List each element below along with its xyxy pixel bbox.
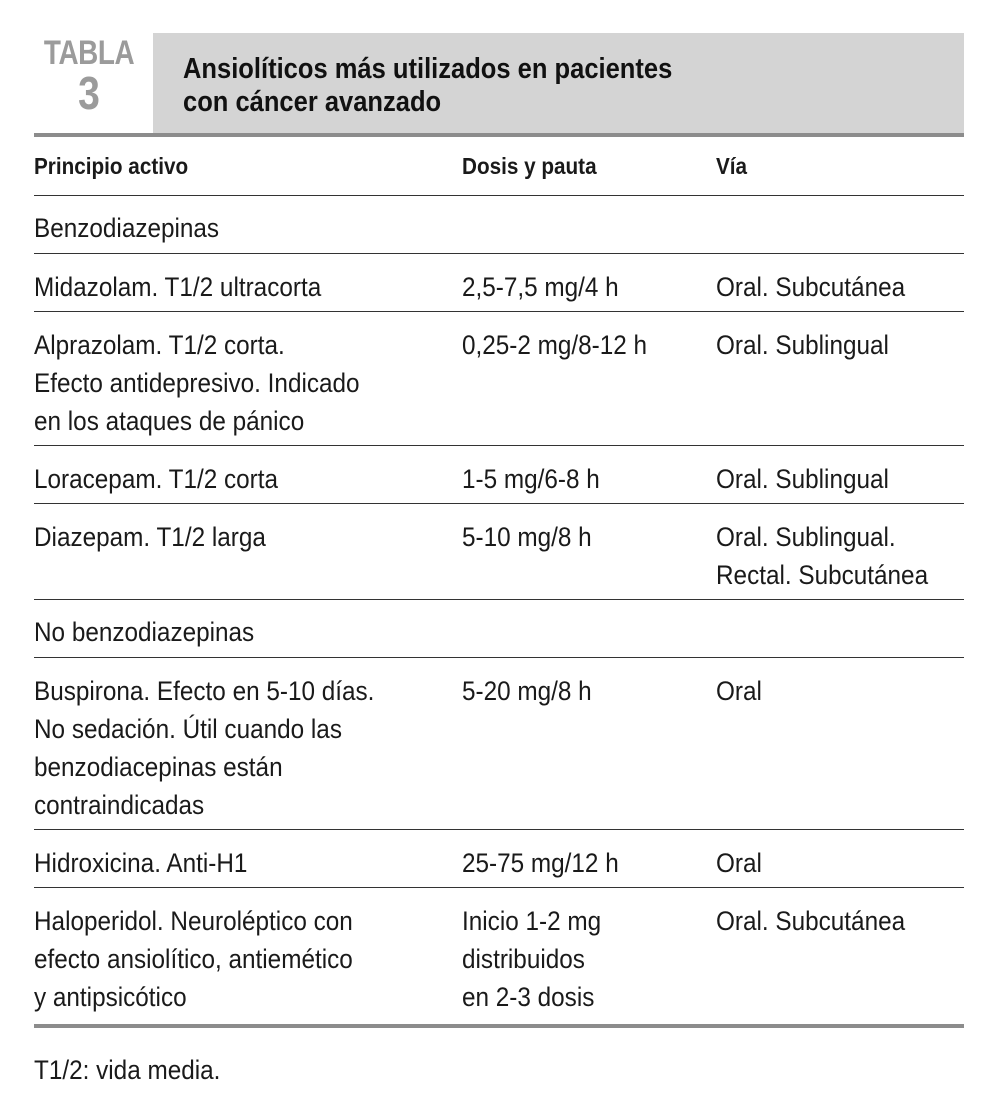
cell-via: Oral. Sublingual xyxy=(716,446,964,504)
cell-via xyxy=(716,196,964,254)
title-box xyxy=(153,33,964,133)
cell-dosis xyxy=(462,196,716,254)
cell-dosis: 0,25-2 mg/8-12 h xyxy=(462,312,716,446)
table-header xyxy=(34,33,964,137)
table-footnote: T1/2: vida media. xyxy=(34,1055,221,1085)
cell-principio: Midazolam. T1/2 ultracorta xyxy=(34,254,462,312)
cell-principio: Alprazolam. T1/2 corta. Efecto antidepresivo. Indicado en los ataques de pánico xyxy=(34,312,462,446)
cell-principio: Buspirona. Efecto en 5-10 días. No sedación. Útil cuando las benzodiacepinas están contraindicadas xyxy=(34,658,462,830)
table-row xyxy=(34,254,964,312)
column-header-principio: Principio activo xyxy=(34,137,462,196)
cell-dosis xyxy=(462,600,716,658)
cell-via: Oral. Subcutánea xyxy=(716,888,964,1027)
column-header-dosis: Dosis y pauta xyxy=(462,137,716,196)
cell-via: Oral. Sublingual. Rectal. Subcutánea xyxy=(716,504,964,600)
table-title-line-1: Ansiolíticos más utilizados en pacientes xyxy=(183,53,673,85)
cell-dosis: 2,5-7,5 mg/4 h xyxy=(462,254,716,312)
cell-principio: Benzodiazepinas xyxy=(34,196,462,254)
cell-via xyxy=(716,600,964,658)
table-label-number: 3 xyxy=(78,67,100,119)
cell-dosis: 5-10 mg/8 h xyxy=(462,504,716,600)
cell-via: Oral. Subcutánea xyxy=(716,254,964,312)
cell-dosis: 1-5 mg/6-8 h xyxy=(462,446,716,504)
cell-via: Oral xyxy=(716,658,964,830)
cell-principio: No benzodiazepinas xyxy=(34,600,462,658)
cell-dosis: Inicio 1-2 mg distribuidos en 2-3 dosis xyxy=(462,888,716,1027)
table-row-group-benzodiazepinas xyxy=(34,196,964,254)
table-row xyxy=(34,830,964,888)
table-row-group-no-benzodiazepinas xyxy=(34,600,964,658)
table-document xyxy=(34,33,964,1086)
cell-via: Oral. Sublingual xyxy=(716,312,964,446)
cell-principio: Loracepam. T1/2 corta xyxy=(34,446,462,504)
table-row xyxy=(34,888,964,1027)
header-rule xyxy=(34,133,964,137)
anxiolytics-table xyxy=(34,137,964,1028)
cell-dosis: 5-20 mg/8 h xyxy=(462,658,716,830)
table-title-line-2: con cáncer avanzado xyxy=(183,86,442,118)
column-header-via: Vía xyxy=(716,137,964,196)
cell-principio: Haloperidol. Neuroléptico con efecto ansiolítico, antiemético y antipsicótico xyxy=(34,888,462,1027)
table-row xyxy=(34,504,964,600)
table-label xyxy=(34,33,144,133)
cell-via: Oral xyxy=(716,830,964,888)
cell-principio: Hidroxicina. Anti-H1 xyxy=(34,830,462,888)
cell-dosis: 25-75 mg/12 h xyxy=(462,830,716,888)
table-title xyxy=(183,53,672,119)
table-row xyxy=(34,446,964,504)
cell-principio: Diazepam. T1/2 larga xyxy=(34,504,462,600)
table-row xyxy=(34,658,964,830)
table-header-row xyxy=(34,137,964,196)
table-label-word: TABLA xyxy=(43,34,135,72)
table-row xyxy=(34,312,964,446)
